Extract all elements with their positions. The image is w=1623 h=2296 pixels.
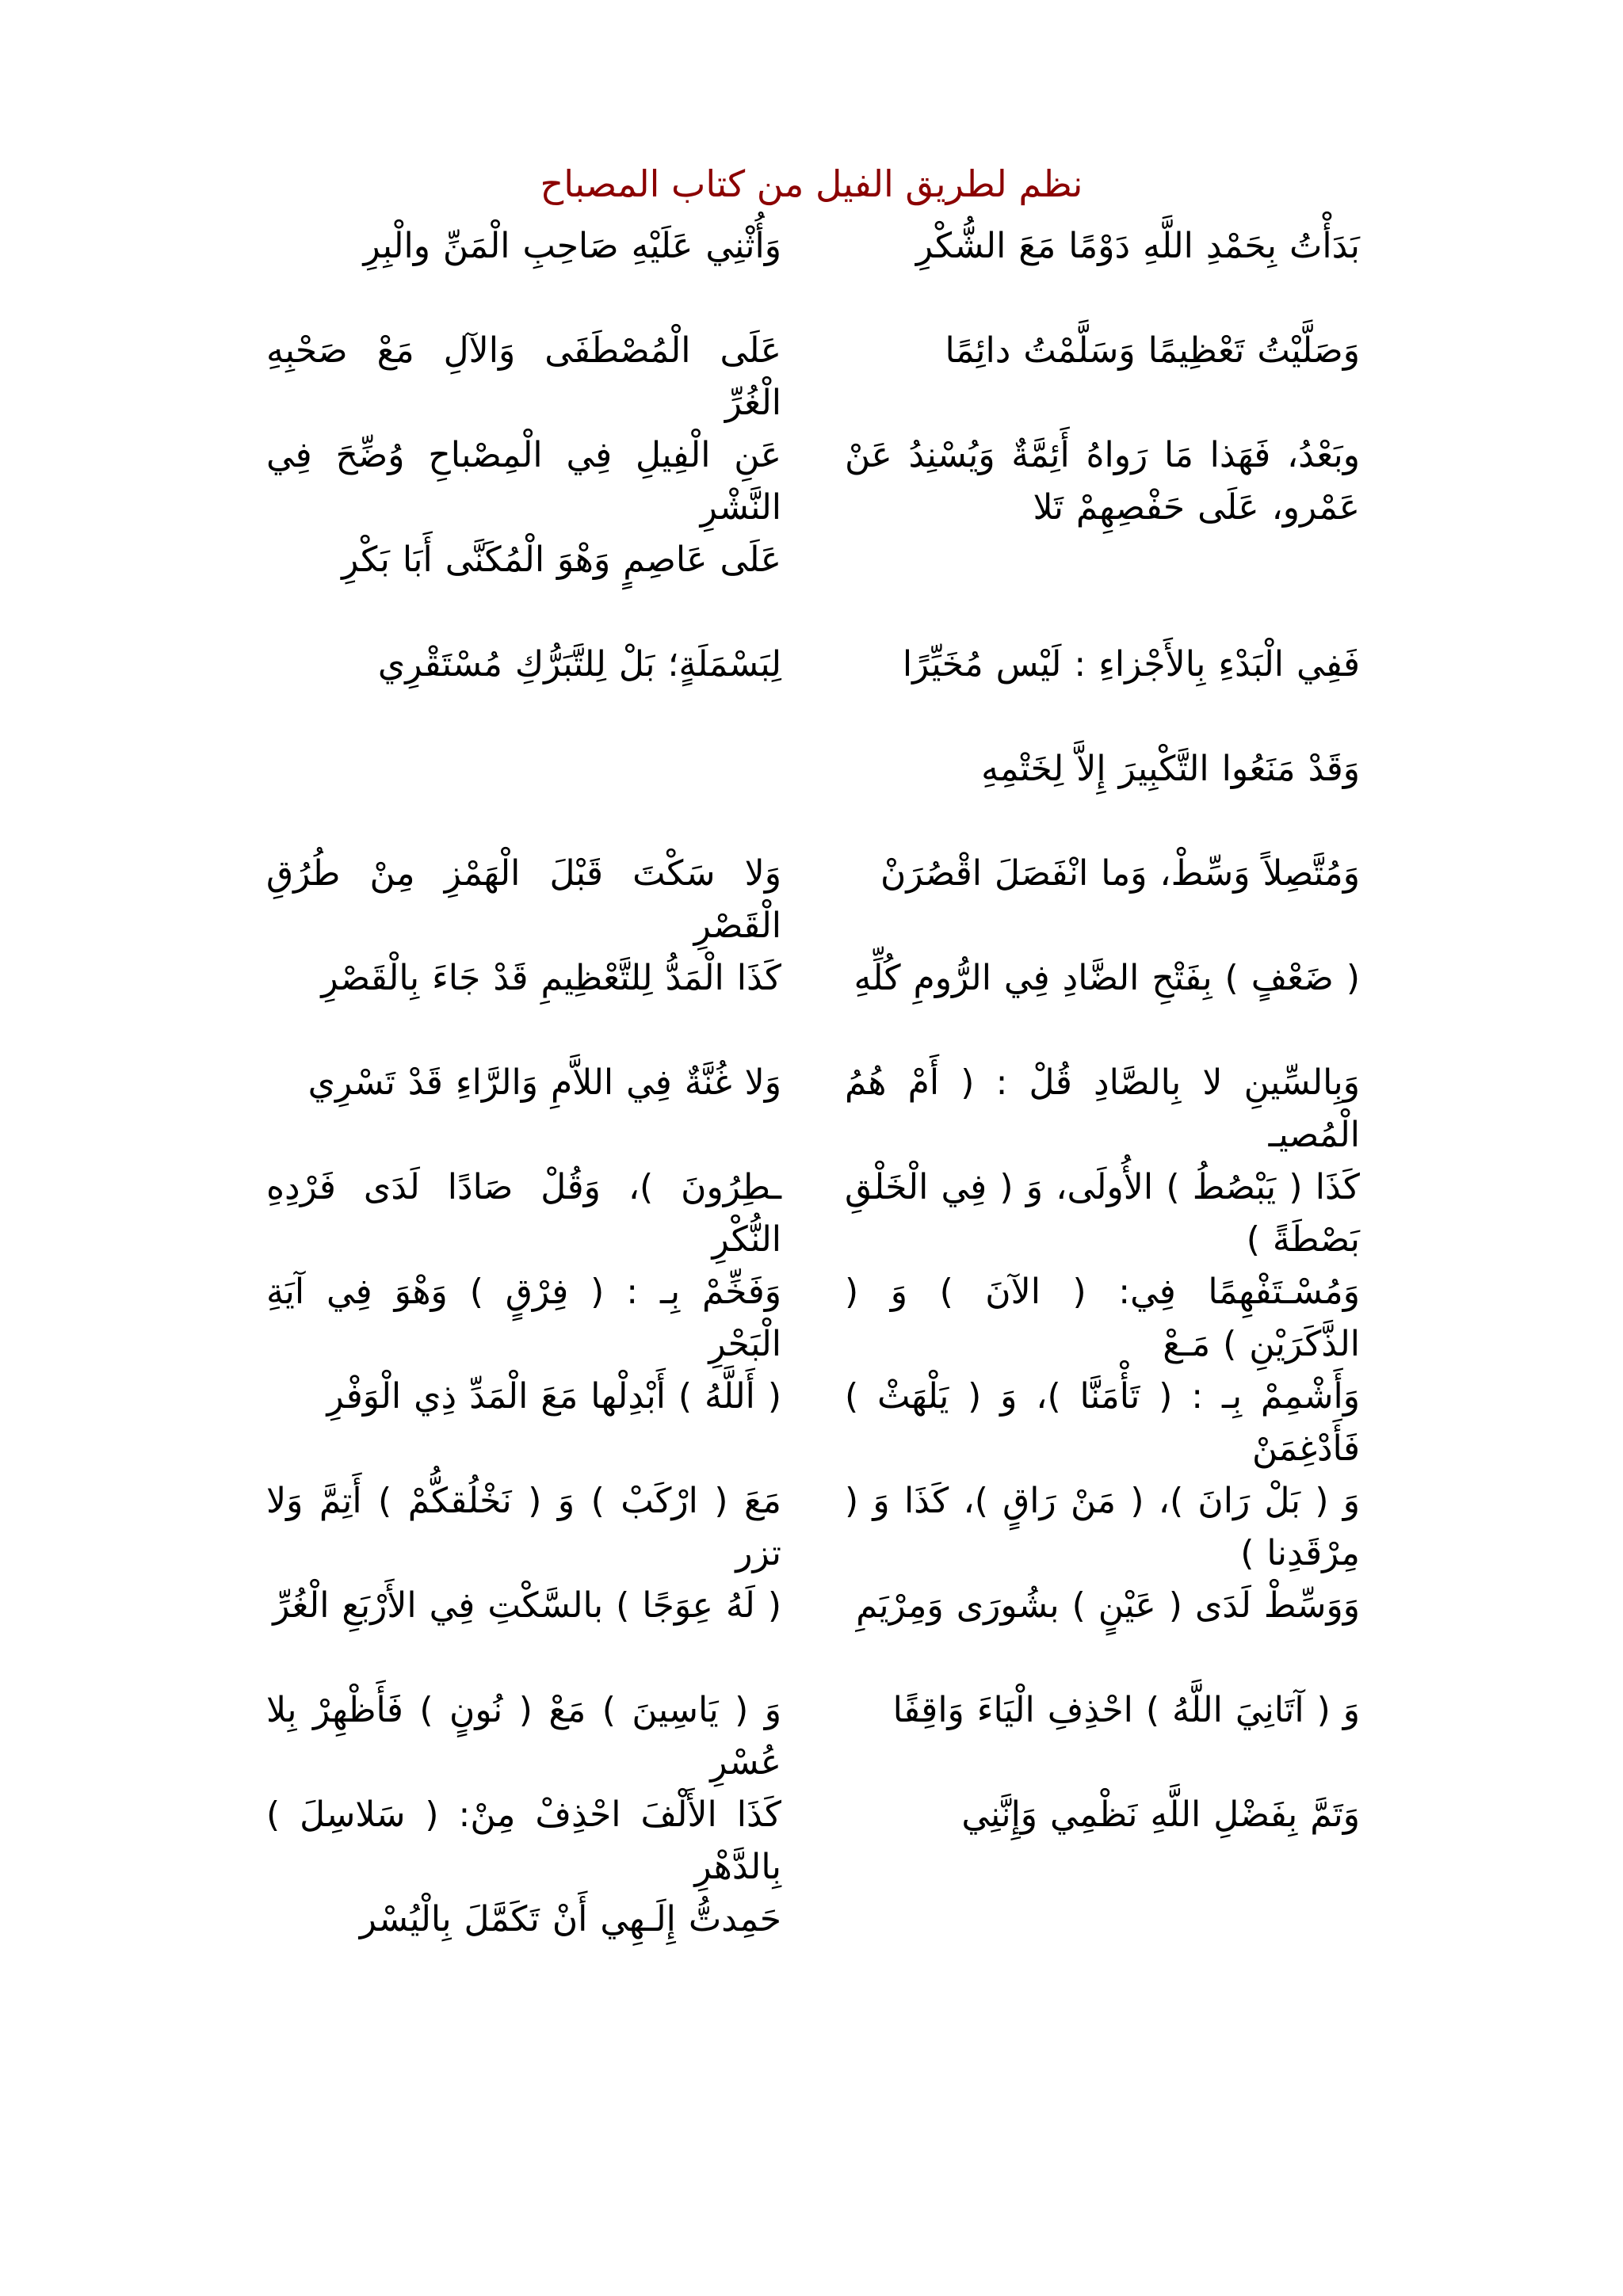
verse-row	[266, 1684, 1360, 1789]
verse-second-hemistich: ـطِرُونَ )، وَقُلْ صَادًا لَدَى فَرْدِهِ النُّكْرِ	[266, 1167, 781, 1260]
poem-title: نظم لطريق الفيل من كتاب المصباح	[540, 162, 1083, 205]
verse-second-hemistich: عَلَى عَاصِمٍ وَهْوَ الْمُكَنَّى أَبَا بَكْرِ	[342, 540, 781, 580]
verse-first-hemistich: وَمُسْـتَفْهِمًا فِي: ( الآنَ ) وَ ( الذَّكَرَيْنِ ) مَـعْ	[845, 1272, 1360, 1364]
verse-first-hemistich: وَ ( آتَانِيَ اللَّهُ ) احْذِفِ الْيَاءَ وَاقِفًا	[892, 1690, 1360, 1730]
verse-row	[266, 220, 1360, 325]
verse-row	[266, 1371, 1360, 1475]
verse-row	[266, 1266, 1360, 1371]
verse-row	[266, 1894, 1360, 1998]
verse-first-hemistich: وَ ( بَلْ رَانَ )، ( مَنْ رَاقٍ )، كَذَا وَ ( مِرْقَدِنا )	[845, 1481, 1360, 1573]
verse-row	[266, 848, 1360, 952]
verse-row	[266, 429, 1360, 534]
verse-first-hemistich: وبَعْدُ، فَهَذا مَا رَواهُ أَئِمَّةٌ وَيُسْنِدُ عَنْ عَمْرو، عَلَى حَفْصِهِمْ تَلا	[845, 435, 1360, 528]
verse-row	[266, 1475, 1360, 1580]
verse-first-hemistich: وَأَشْمِمْ بِـ : ( تَأْمَنَّا )، وَ ( يَلْهَثْ ) فَأَدْغِمَنْ	[845, 1376, 1360, 1469]
verse-row	[266, 1789, 1360, 1894]
verse-second-hemistich: عَلَى الْمُصْطَفَى وَالآلِ مَعْ صَحْبِهِ الْغُرِّ	[266, 330, 781, 423]
verse-first-hemistich	[845, 534, 1360, 639]
verse-first-hemistich	[845, 1894, 1360, 1998]
verse-first-hemistich: وَقَدْ مَنَعُوا التَّكْبِيرَ إِلاَّ لِخَتْمِهِ	[981, 749, 1360, 789]
verse-second-hemistich: عَنِ الْفِيلِ فِي الْمِصْباحِ وُضِّحَ فِي النَّشْرِ	[266, 435, 781, 528]
verse-row	[266, 743, 1360, 848]
verse-second-hemistich: حَمِدتُّ إِلَـهِي أَنْ تَكَمَّلَ بِالْيُسْر	[359, 1899, 781, 1939]
verse-second-hemistich: كَذَا الْمَدُّ لِلتَّعْظِيمِ قَدْ جَاءَ بِالْقَصْرِ	[321, 958, 781, 998]
verse-row	[266, 952, 1360, 1057]
verse-row	[266, 1580, 1360, 1684]
verse-second-hemistich: وَأُثْنِي عَلَيْهِ صَاحِبِ الْمَنِّ والْبِرِ	[363, 226, 781, 266]
verse-first-hemistich: وَصَلَّيْتُ تَعْظِيمًا وَسَلَّمْتُ دائِمًا	[945, 330, 1360, 371]
verse-second-hemistich: وَلا غُنَّةٌ فِي اللاَّمِ وَالرَّاءِ قَدْ تَسْرِي	[307, 1062, 781, 1103]
verse-row	[266, 1161, 1360, 1266]
verse-row	[266, 325, 1360, 429]
verse-second-hemistich: مَعَ ( ارْكَبْ ) وَ ( نَخْلُقكُّمْ ) أَتِمَّ وَلا تزر	[266, 1481, 781, 1573]
verse-row	[266, 534, 1360, 639]
verse-first-hemistich: كَذَا ( يَبْصُطُ ) الأُولَى، وَ ( فِي الْخَلْقِ بَصْطَةً )	[845, 1167, 1360, 1260]
verse-row	[266, 639, 1360, 743]
verse-second-hemistich: كَذَا الأَلْفَ احْذِفْ مِنْ: ( سَلاسِلَ ) بِالدَّهْرِ	[266, 1794, 781, 1887]
verse-second-hemistich: ( أَللَّهُ ) أَبْدِلْها مَعَ الْمَدِّ ذِي الْوَفْرِ	[327, 1376, 781, 1417]
verse-first-hemistich: وَتَمَّ بِفَضْلِ اللَّهِ نَظْمِي وَإِنَّنِي	[961, 1794, 1360, 1835]
verse-second-hemistich: وَفَخِّمْ بِـ : ( فِرْقٍ ) وَهْوَ فِي آيَةِ الْبَحْرِ	[266, 1272, 781, 1364]
verse-second-hemistich: وَلا سَكْتَ قَبْلَ الْهَمْزِ مِنْ طُرُقِ الْقَصْرِ	[266, 853, 781, 946]
verse-first-hemistich: بَدَأْتُ بِحَمْدِ اللَّهِ دَوْمًا مَعَ الشُّكْرِ	[915, 226, 1360, 266]
poem-body	[266, 220, 1360, 1998]
verse-row	[266, 1057, 1360, 1161]
verse-second-hemistich: لِبَسْمَلَةٍ؛ بَلْ لِلتَّبَرُّكِ مُسْتَقْرِي	[377, 644, 781, 685]
verse-first-hemistich: ( ضَعْفٍ ) بِفَتْحِ الضَّادِ فِي الرُّومِ كُلِّهِ	[854, 958, 1360, 998]
verse-first-hemistich: وَبِالسِّينِ لا بِالصَّادِ قُلْ : ( أَمْ هُمُ الْمُصيـ	[845, 1062, 1360, 1155]
verse-first-hemistich: وَمُتَّصِلاً وَسِّطْ، وَما انْفَصَلَ اقْصُرَنْ	[880, 853, 1360, 894]
verse-second-hemistich: وَ ( يَاسِينَ ) مَعْ ( نُونٍ ) فَأَظْهِرْ بِلا عُسْرِ	[266, 1690, 781, 1783]
verse-first-hemistich: وَوَسِّطْ لَدَى ( عَيْنٍ ) بشُورَى وَمِرْيَمِ	[856, 1585, 1360, 1626]
verse-second-hemistich: ( لَهُ عِوَجًا ) بالسَّكْتِ فِي الأَرْبَعِ الْغُرِّ	[273, 1585, 781, 1626]
verse-first-hemistich: فَفِي الْبَدْءِ بِالأَجْزاءِ : لَيْس مُخَيِّرًا	[902, 644, 1360, 685]
verse-second-hemistich	[266, 743, 781, 848]
